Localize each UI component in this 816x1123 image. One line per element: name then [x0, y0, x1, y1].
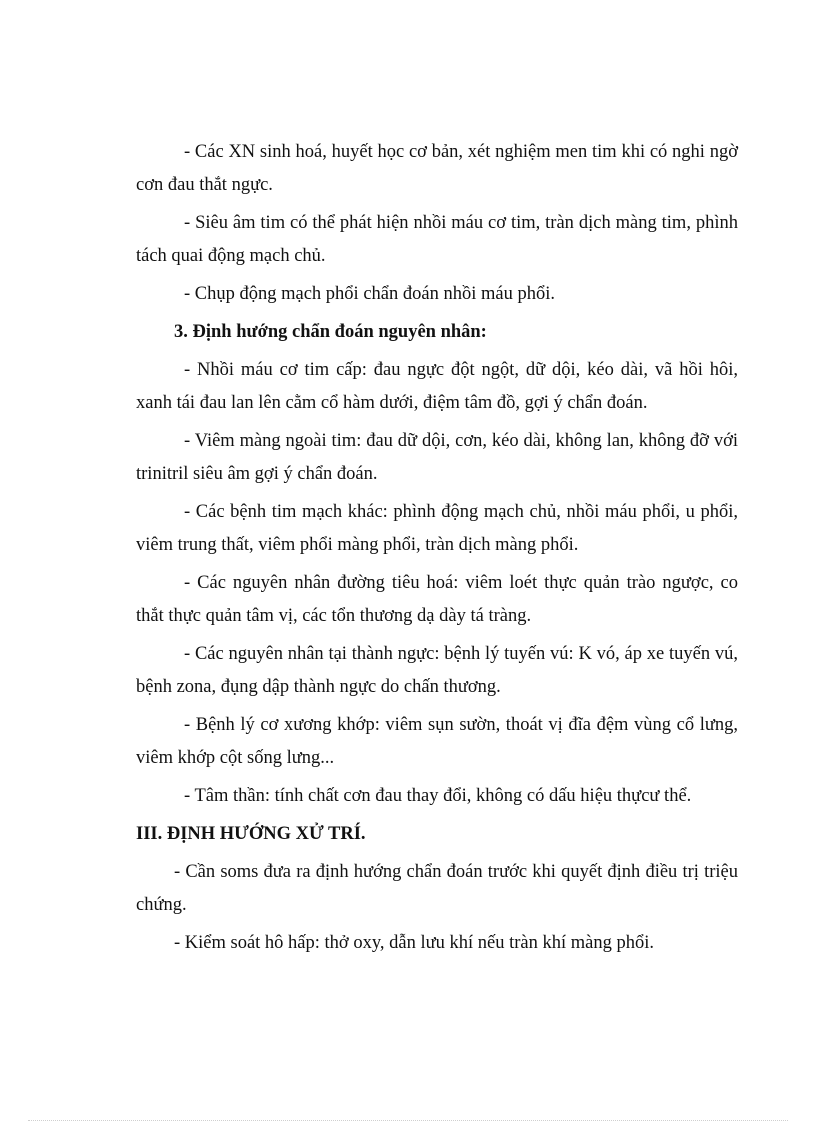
paragraph-acute-mi: - Nhồi máu cơ tim cấp: đau ngực đột ngột, dữ dội, kéo dài, vã hồi hôi, xanh tái đau lan lên cằm cổ hàm dưới, điệm tâm đồ, gợi ý chẩn đoán.	[136, 360, 738, 413]
document-body	[136, 136, 738, 965]
paragraph-psychiatric: - Tâm thần: tính chất cơn đau thay đổi, không có dấu hiệu thựcư thể.	[184, 786, 692, 806]
paragraph-early-diagnosis: - Cần soms đưa ra định hướng chẩn đoán trước khi quyết định điều trị triệu chứng.	[136, 862, 738, 915]
paragraph-musculoskeletal: - Bệnh lý cơ xương khớp: viêm sụn sườn, thoát vị đĩa đệm vùng cổ lưng, viêm khớp cột sống lưng...	[136, 715, 738, 768]
paragraph-other-cardiovascular: - Các bệnh tim mạch khác: phình động mạch chủ, nhồi máu phổi, u phổi, viêm trung thất, viêm phổi màng phổi, tràn dịch màng phổi.	[136, 502, 738, 555]
paragraph-blood-tests: - Các XN sinh hoá, huyết học cơ bản, xét nghiệm men tim khi có nghi ngờ cơn đau thắt ngực.	[136, 142, 738, 195]
footer-divider	[28, 1120, 788, 1121]
paragraph-respiratory-control: - Kiểm soát hô hấp: thở oxy, dẫn lưu khí nếu tràn khí màng phổi.	[174, 933, 655, 953]
paragraph-echocardiography: - Siêu âm tim có thể phát hiện nhồi máu cơ tim, tràn dịch màng tim, phình tách quai động mạch chủ.	[136, 213, 738, 266]
paragraph-pulmonary-angiography: - Chụp động mạch phổi chẩn đoán nhồi máu phổi.	[184, 284, 555, 304]
heading-treatment-orientation: III. ĐỊNH HƯỚNG XỬ TRÍ.	[136, 824, 366, 844]
subheading-cause-diagnosis: 3. Định hướng chẩn đoán nguyên nhân:	[174, 322, 487, 342]
paragraph-digestive-causes: - Các nguyên nhân đường tiêu hoá: viêm loét thực quản trào ngược, co thắt thực quản tâm vị, các tổn thương dạ dày tá tràng.	[136, 573, 738, 626]
paragraph-chest-wall-causes: - Các nguyên nhân tại thành ngực: bệnh lý tuyến vú: K vó, áp xe tuyến vú, bệnh zona, đụng dập thành ngực do chấn thương.	[136, 644, 738, 697]
paragraph-pericarditis: - Viêm màng ngoài tim: đau dữ dội, cơn, kéo dài, không lan, không đỡ với trinitril siêu âm gợi ý chẩn đoán.	[136, 431, 738, 484]
